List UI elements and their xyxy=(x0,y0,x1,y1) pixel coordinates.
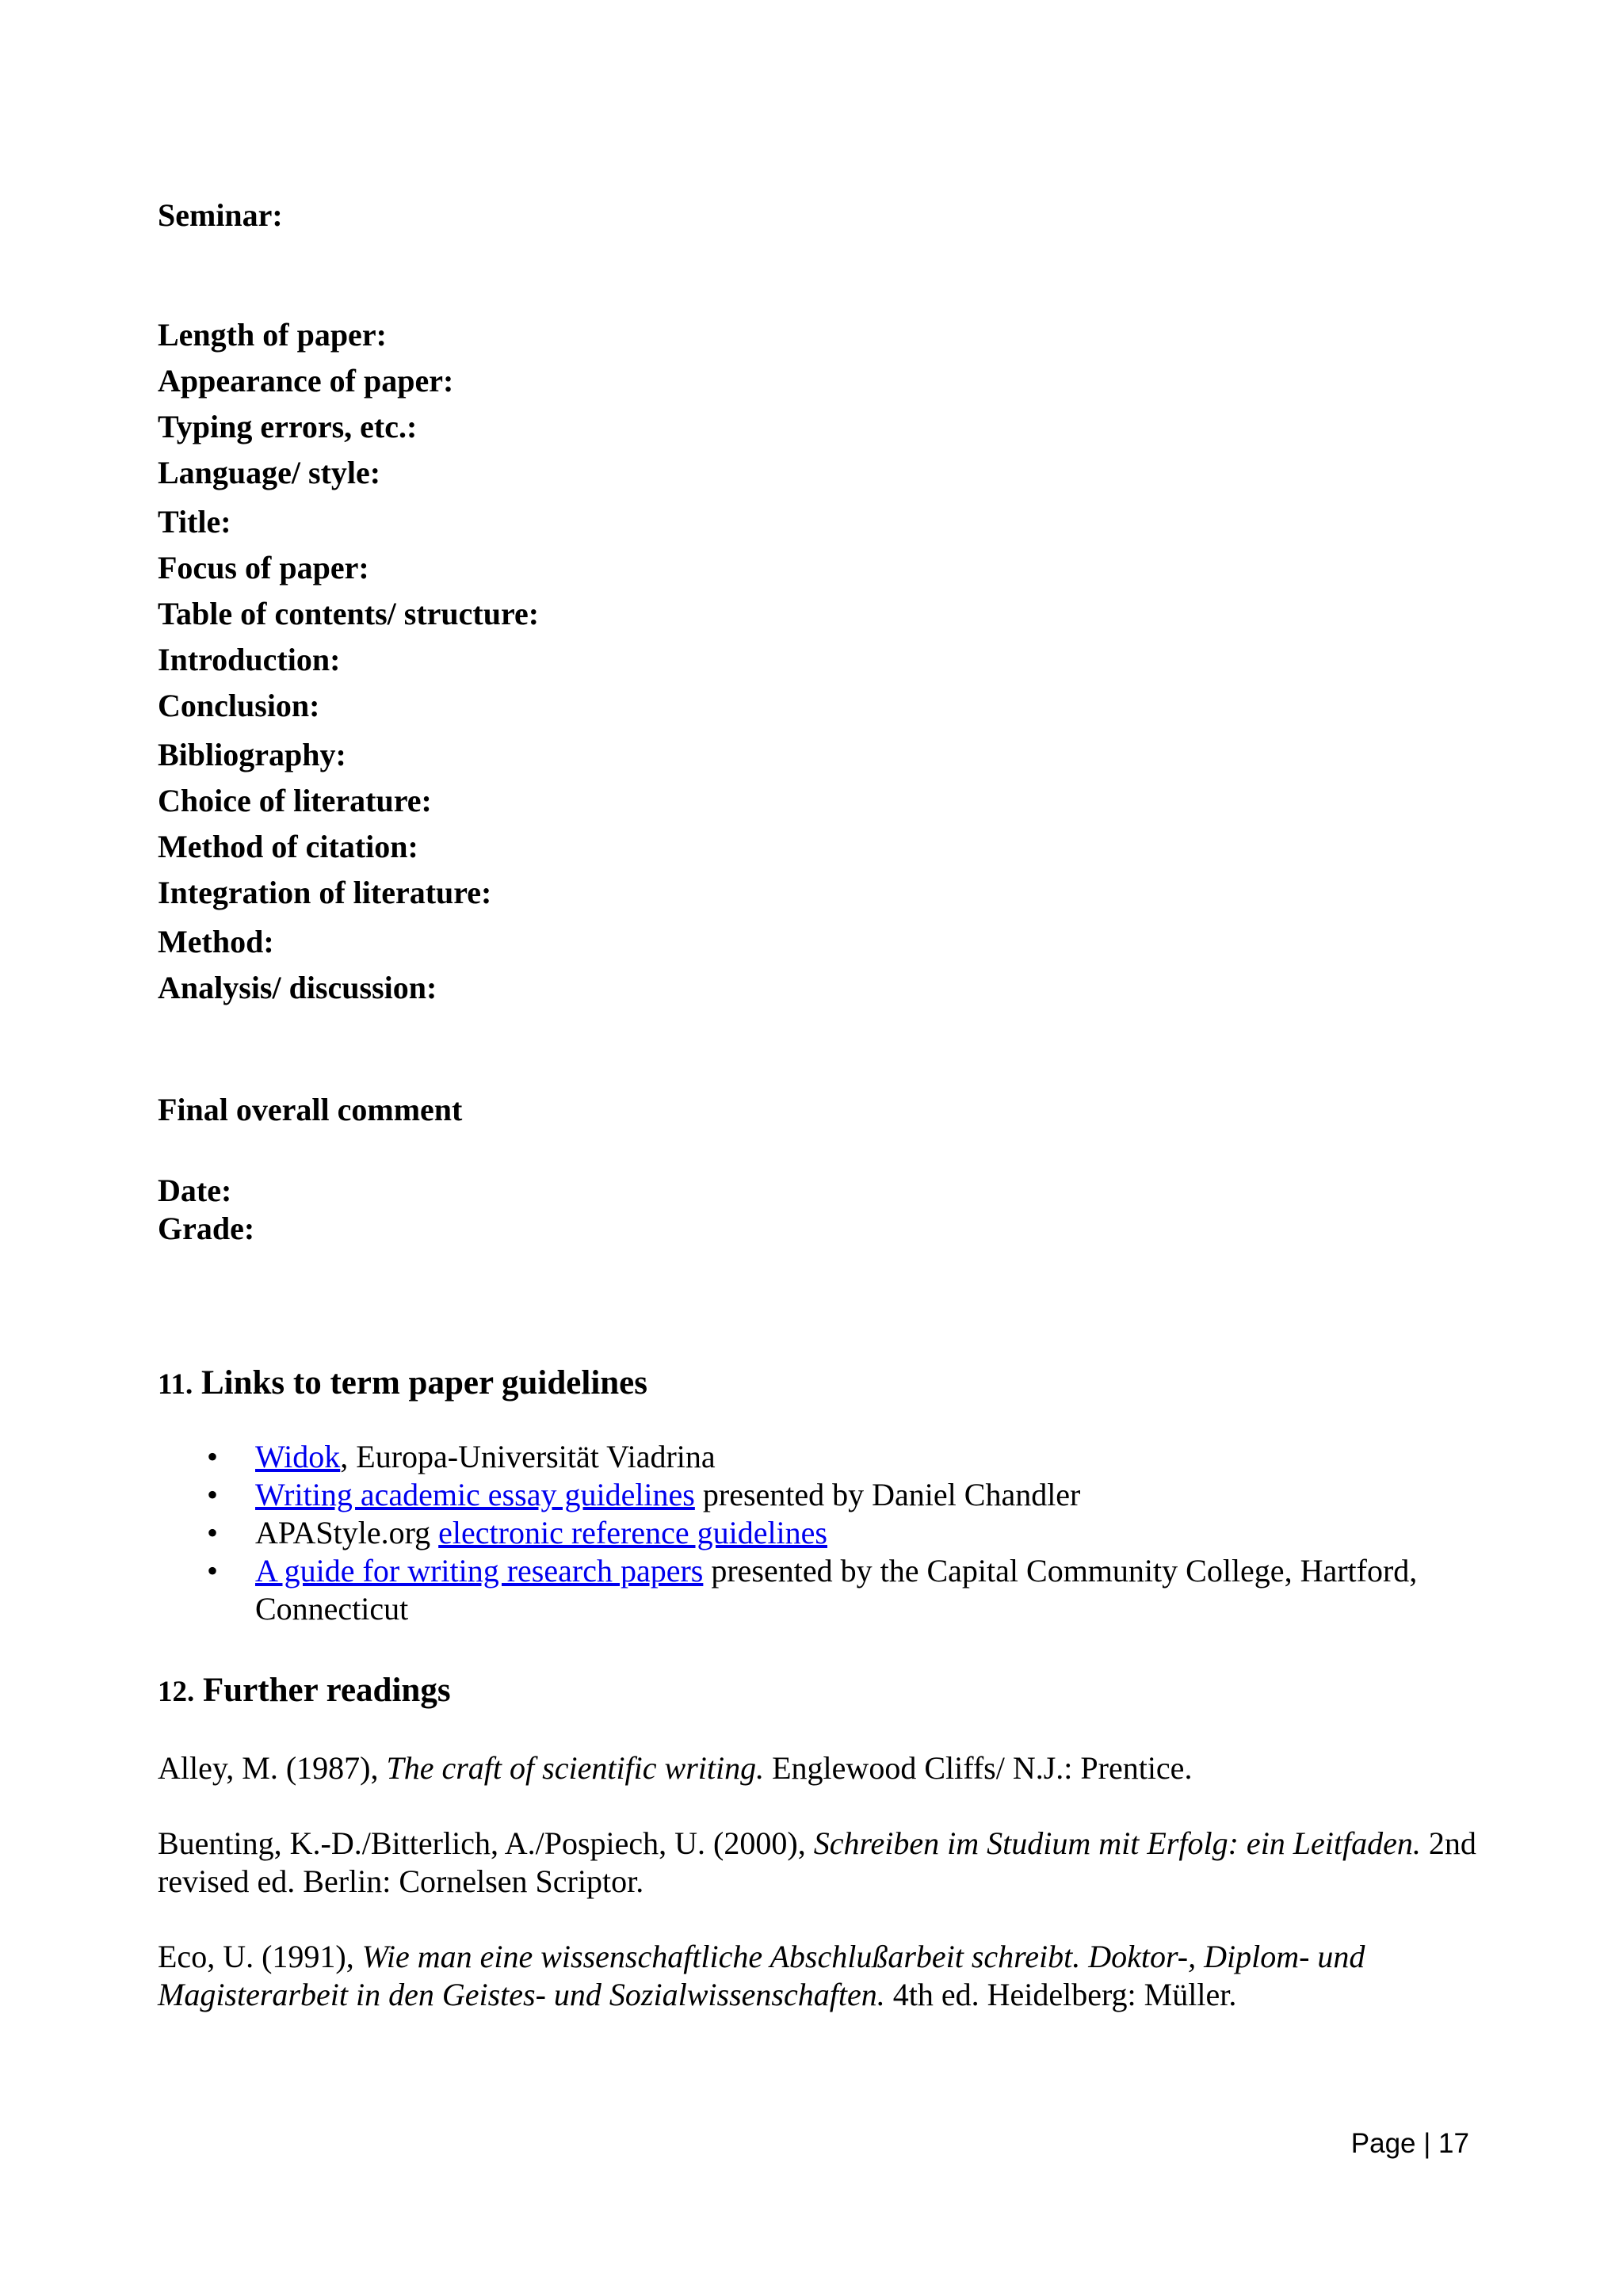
section-11-heading xyxy=(158,1363,647,1405)
field-appearance-of-paper: Appearance of paper: xyxy=(158,363,454,399)
field-language-style: Language/ style: xyxy=(158,455,381,490)
field-analysis-discussion: Analysis/ discussion: xyxy=(158,970,437,1005)
final-overall-comment: Final overall comment xyxy=(158,1092,463,1127)
field-table-of-contents: Table of contents/ structure: xyxy=(158,596,540,631)
grade-label: Grade: xyxy=(158,1211,255,1246)
research-papers-guide-link[interactable]: A guide for writing research papers xyxy=(255,1553,704,1589)
reference-title: Schreiben im Studium mit Erfolg: ein Leitfaden. xyxy=(813,1825,1421,1861)
widok-link[interactable]: Widok xyxy=(255,1439,341,1474)
reference-authors: Alley, M. (1987), xyxy=(158,1750,387,1786)
field-typing-errors: Typing errors, etc.: xyxy=(158,409,418,444)
field-bibliography: Bibliography: xyxy=(158,737,346,772)
bullet-icon: • xyxy=(207,1515,219,1550)
reference-publisher: Englewood Cliffs/ N.J.: Prentice. xyxy=(764,1750,1193,1786)
list-item-suffix: presented by the Capital Community College, Hartford, Connecticut xyxy=(255,1553,1418,1627)
field-method-of-citation: Method of citation: xyxy=(158,829,418,864)
list-item xyxy=(158,1476,1505,1514)
reference-publisher: 2nd revised ed. Berlin: Cornelsen Scriptor. xyxy=(158,1825,1476,1899)
electronic-reference-guidelines-link[interactable]: electronic reference guidelines xyxy=(438,1515,827,1550)
reference-eco xyxy=(158,1938,1505,2014)
list-item xyxy=(158,1438,1505,1476)
field-choice-of-literature: Choice of literature: xyxy=(158,783,432,818)
reference-authors: Buenting, K.-D./Bitterlich, A./Pospiech, U. (2000), xyxy=(158,1825,814,1861)
list-item xyxy=(158,1552,1505,1628)
section-12-number: 12. xyxy=(158,1676,195,1708)
section-11-title: Links to term paper guidelines xyxy=(200,1364,647,1402)
field-introduction: Introduction: xyxy=(158,642,341,677)
field-method: Method: xyxy=(158,924,274,959)
reference-publisher: 4th ed. Heidelberg: Müller. xyxy=(884,1977,1237,2012)
field-length-of-paper: Length of paper: xyxy=(158,317,387,353)
bullet-icon: • xyxy=(207,1439,219,1474)
guidelines-link-list xyxy=(158,1438,1505,1628)
list-item-prefix: APAStyle.org xyxy=(255,1515,439,1550)
field-integration-of-literature: Integration of literature: xyxy=(158,875,492,910)
reference-authors: Eco, U. (1991), xyxy=(158,1939,362,1974)
seminar-label: Seminar: xyxy=(158,197,283,233)
field-conclusion: Conclusion: xyxy=(158,688,320,723)
list-item xyxy=(158,1514,1505,1552)
reference-title: The craft of scientific writing. xyxy=(386,1750,765,1786)
date-label: Date: xyxy=(158,1173,232,1208)
page-number: Page | 17 xyxy=(1350,2128,1469,2159)
section-12-heading xyxy=(158,1670,451,1713)
list-item-suffix: , Europa-Universität Viadrina xyxy=(340,1439,716,1474)
reference-title: Wie man eine wissenschaftliche Abschlußarbeit schreibt. Doktor-, Diplom- und Magisterarbeit in den Geistes- und Sozialwissenschaften. xyxy=(158,1939,1365,2012)
bullet-icon: • xyxy=(207,1477,219,1512)
reference-alley xyxy=(158,1749,1505,1787)
list-item-suffix: presented by Daniel Chandler xyxy=(694,1477,1081,1512)
section-12-title: Further readings xyxy=(203,1672,451,1709)
field-title: Title: xyxy=(158,504,231,540)
section-11-number: 11. xyxy=(158,1368,193,1401)
reference-buenting xyxy=(158,1825,1505,1901)
field-focus-of-paper: Focus of paper: xyxy=(158,550,369,585)
bullet-icon: • xyxy=(207,1553,219,1589)
academic-essay-guidelines-link[interactable]: Writing academic essay guidelines xyxy=(255,1477,695,1512)
